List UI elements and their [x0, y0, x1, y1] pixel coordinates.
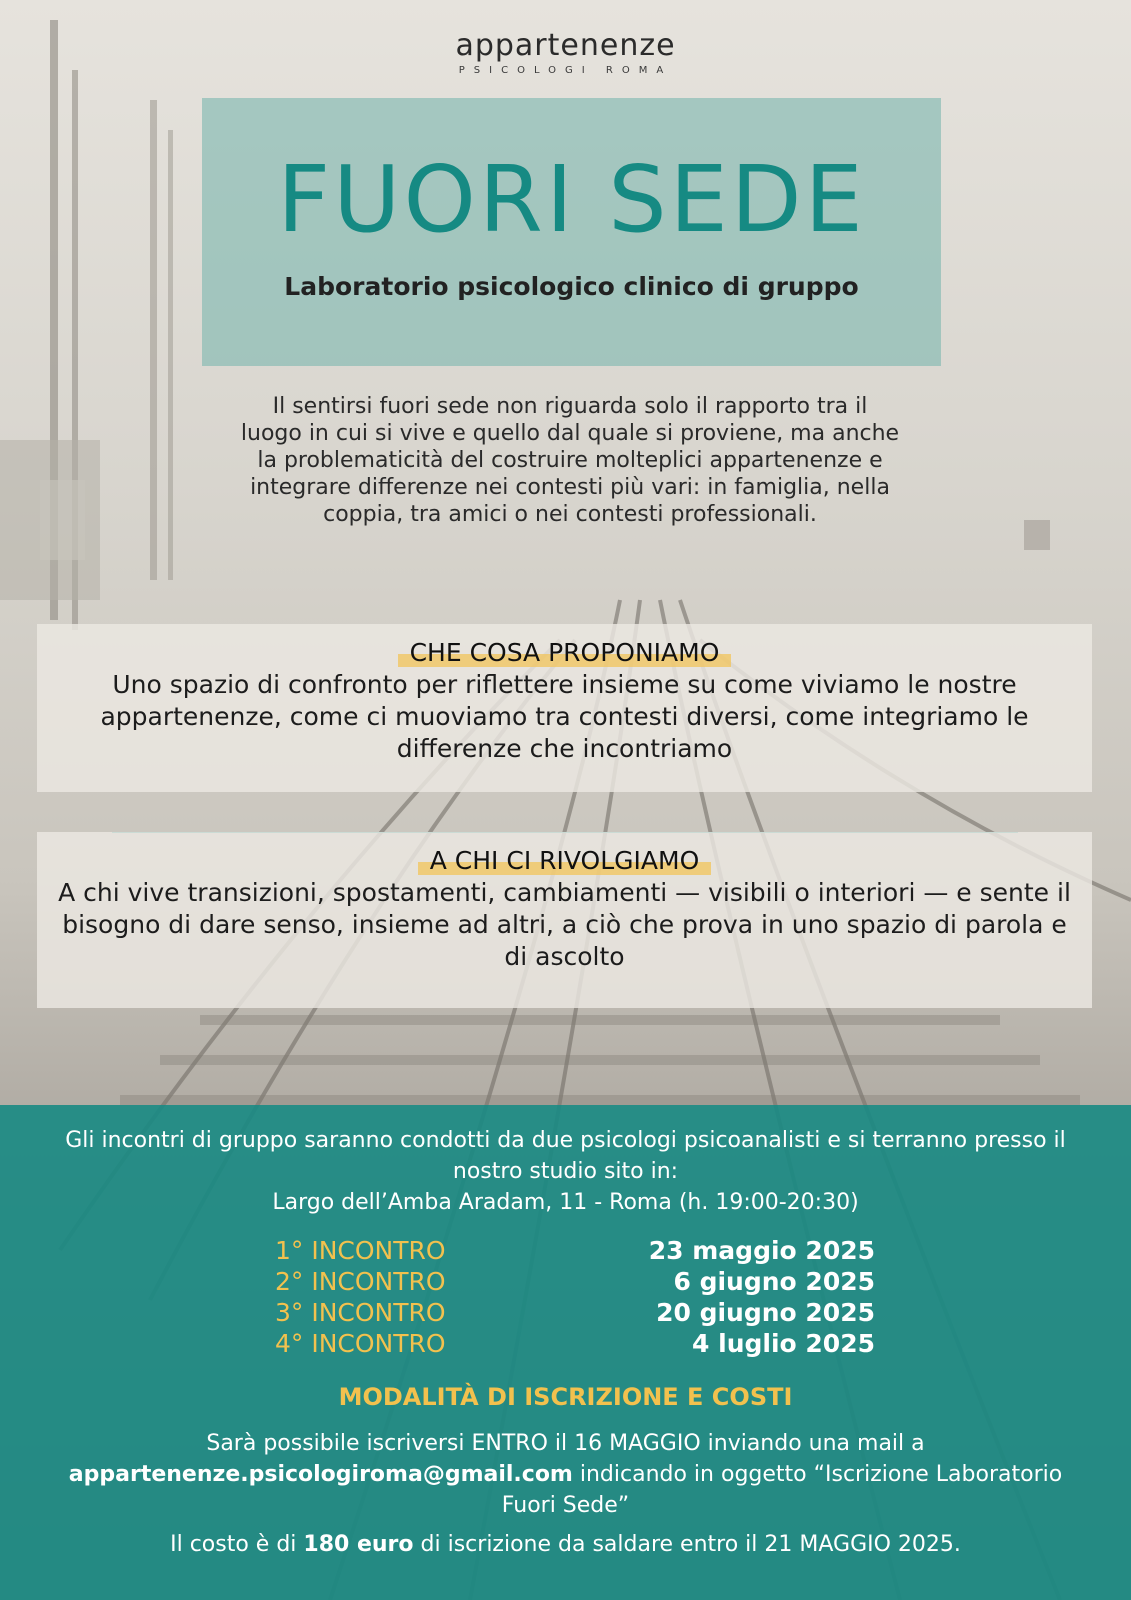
logo-name: appartenenze [455, 28, 676, 63]
cost-text [40, 1529, 1091, 1560]
enrollment-text-before: Sarà possibile iscriversi ENTRO il 16 MAGGIO inviando una mail a [206, 1431, 925, 1456]
audience-card [37, 832, 1092, 1008]
meeting-label: 3° INCONTRO [275, 1298, 446, 1327]
page-title: FUORI SEDE [277, 146, 866, 253]
brand-logo [0, 28, 1131, 76]
cost-after: di iscrizione da saldare entro il 21 MAGGIO 2025. [420, 1532, 961, 1557]
enrollment-title: MODALITÀ DI ISCRIZIONE E COSTI [338, 1383, 793, 1411]
proposal-title: CHE COSA PROPONIAMO [398, 638, 732, 667]
enrollment-text-after: indicando in oggetto “Iscrizione Laboratorio Fuori Sede” [501, 1462, 1063, 1518]
info-address: Largo dell’Amba Aradam, 11 - Roma (h. 19:00-20:30) [272, 1190, 859, 1215]
enrollment-text [40, 1428, 1091, 1521]
meeting-label: 2° INCONTRO [275, 1267, 446, 1296]
audience-text: A chi vive transizioni, spostamenti, cambiamenti — visibili o interiori — e sente il bisogno di dare senso, insieme ad altri, a ciò che prova in uno spazio di parola e di ascolto [58, 878, 1071, 971]
proposal-card [37, 624, 1092, 792]
meeting-date: 20 giugno 2025 [656, 1298, 875, 1327]
cost-amount: 180 euro [303, 1532, 414, 1557]
meeting-date: 4 luglio 2025 [692, 1329, 875, 1358]
info-line: Gli incontri di gruppo saranno condotti da due psicologi psicoanalisti e si terranno presso il nostro studio sito in: [65, 1128, 1066, 1184]
page-subtitle: Laboratorio psicologico clinico di gruppo [284, 272, 859, 301]
logo-subtitle: PSICOLOGI ROMA [458, 65, 673, 76]
schedule-list [275, 1235, 875, 1359]
info-band [0, 1105, 1131, 1600]
meeting-label: 4° INCONTRO [275, 1329, 446, 1358]
meeting-date: 23 maggio 2025 [648, 1236, 875, 1265]
schedule-row [275, 1266, 875, 1297]
audience-title: A CHI CI RIVOLGIAMO [418, 846, 712, 875]
intro-paragraph: Il sentirsi fuori sede non riguarda solo il rapporto tra il luogo in cui si vive e quello dal quale si proviene, ma anche la problematicità del costruire molteplici appartenenze e integrare differenze nei contesti più vari: in famiglia, nella coppia, tra amici o nei contesti professionali. [240, 394, 900, 527]
schedule-row [275, 1235, 875, 1266]
meeting-label: 1° INCONTRO [275, 1236, 446, 1265]
schedule-row [275, 1328, 875, 1359]
schedule-row [275, 1297, 875, 1328]
info-text [0, 1125, 1131, 1218]
hero-box [202, 98, 941, 366]
email-link[interactable]: appartenenze.psicologiroma@gmail.com [68, 1462, 573, 1487]
meeting-date: 6 giugno 2025 [673, 1267, 875, 1296]
cost-before: Il costo è di [170, 1532, 297, 1557]
proposal-text: Uno spazio di confronto per riflettere insieme su come viviamo le nostre appartenenze, come ci muoviamo tra contesti diversi, come integriamo le differenze che incontriamo [100, 670, 1029, 763]
